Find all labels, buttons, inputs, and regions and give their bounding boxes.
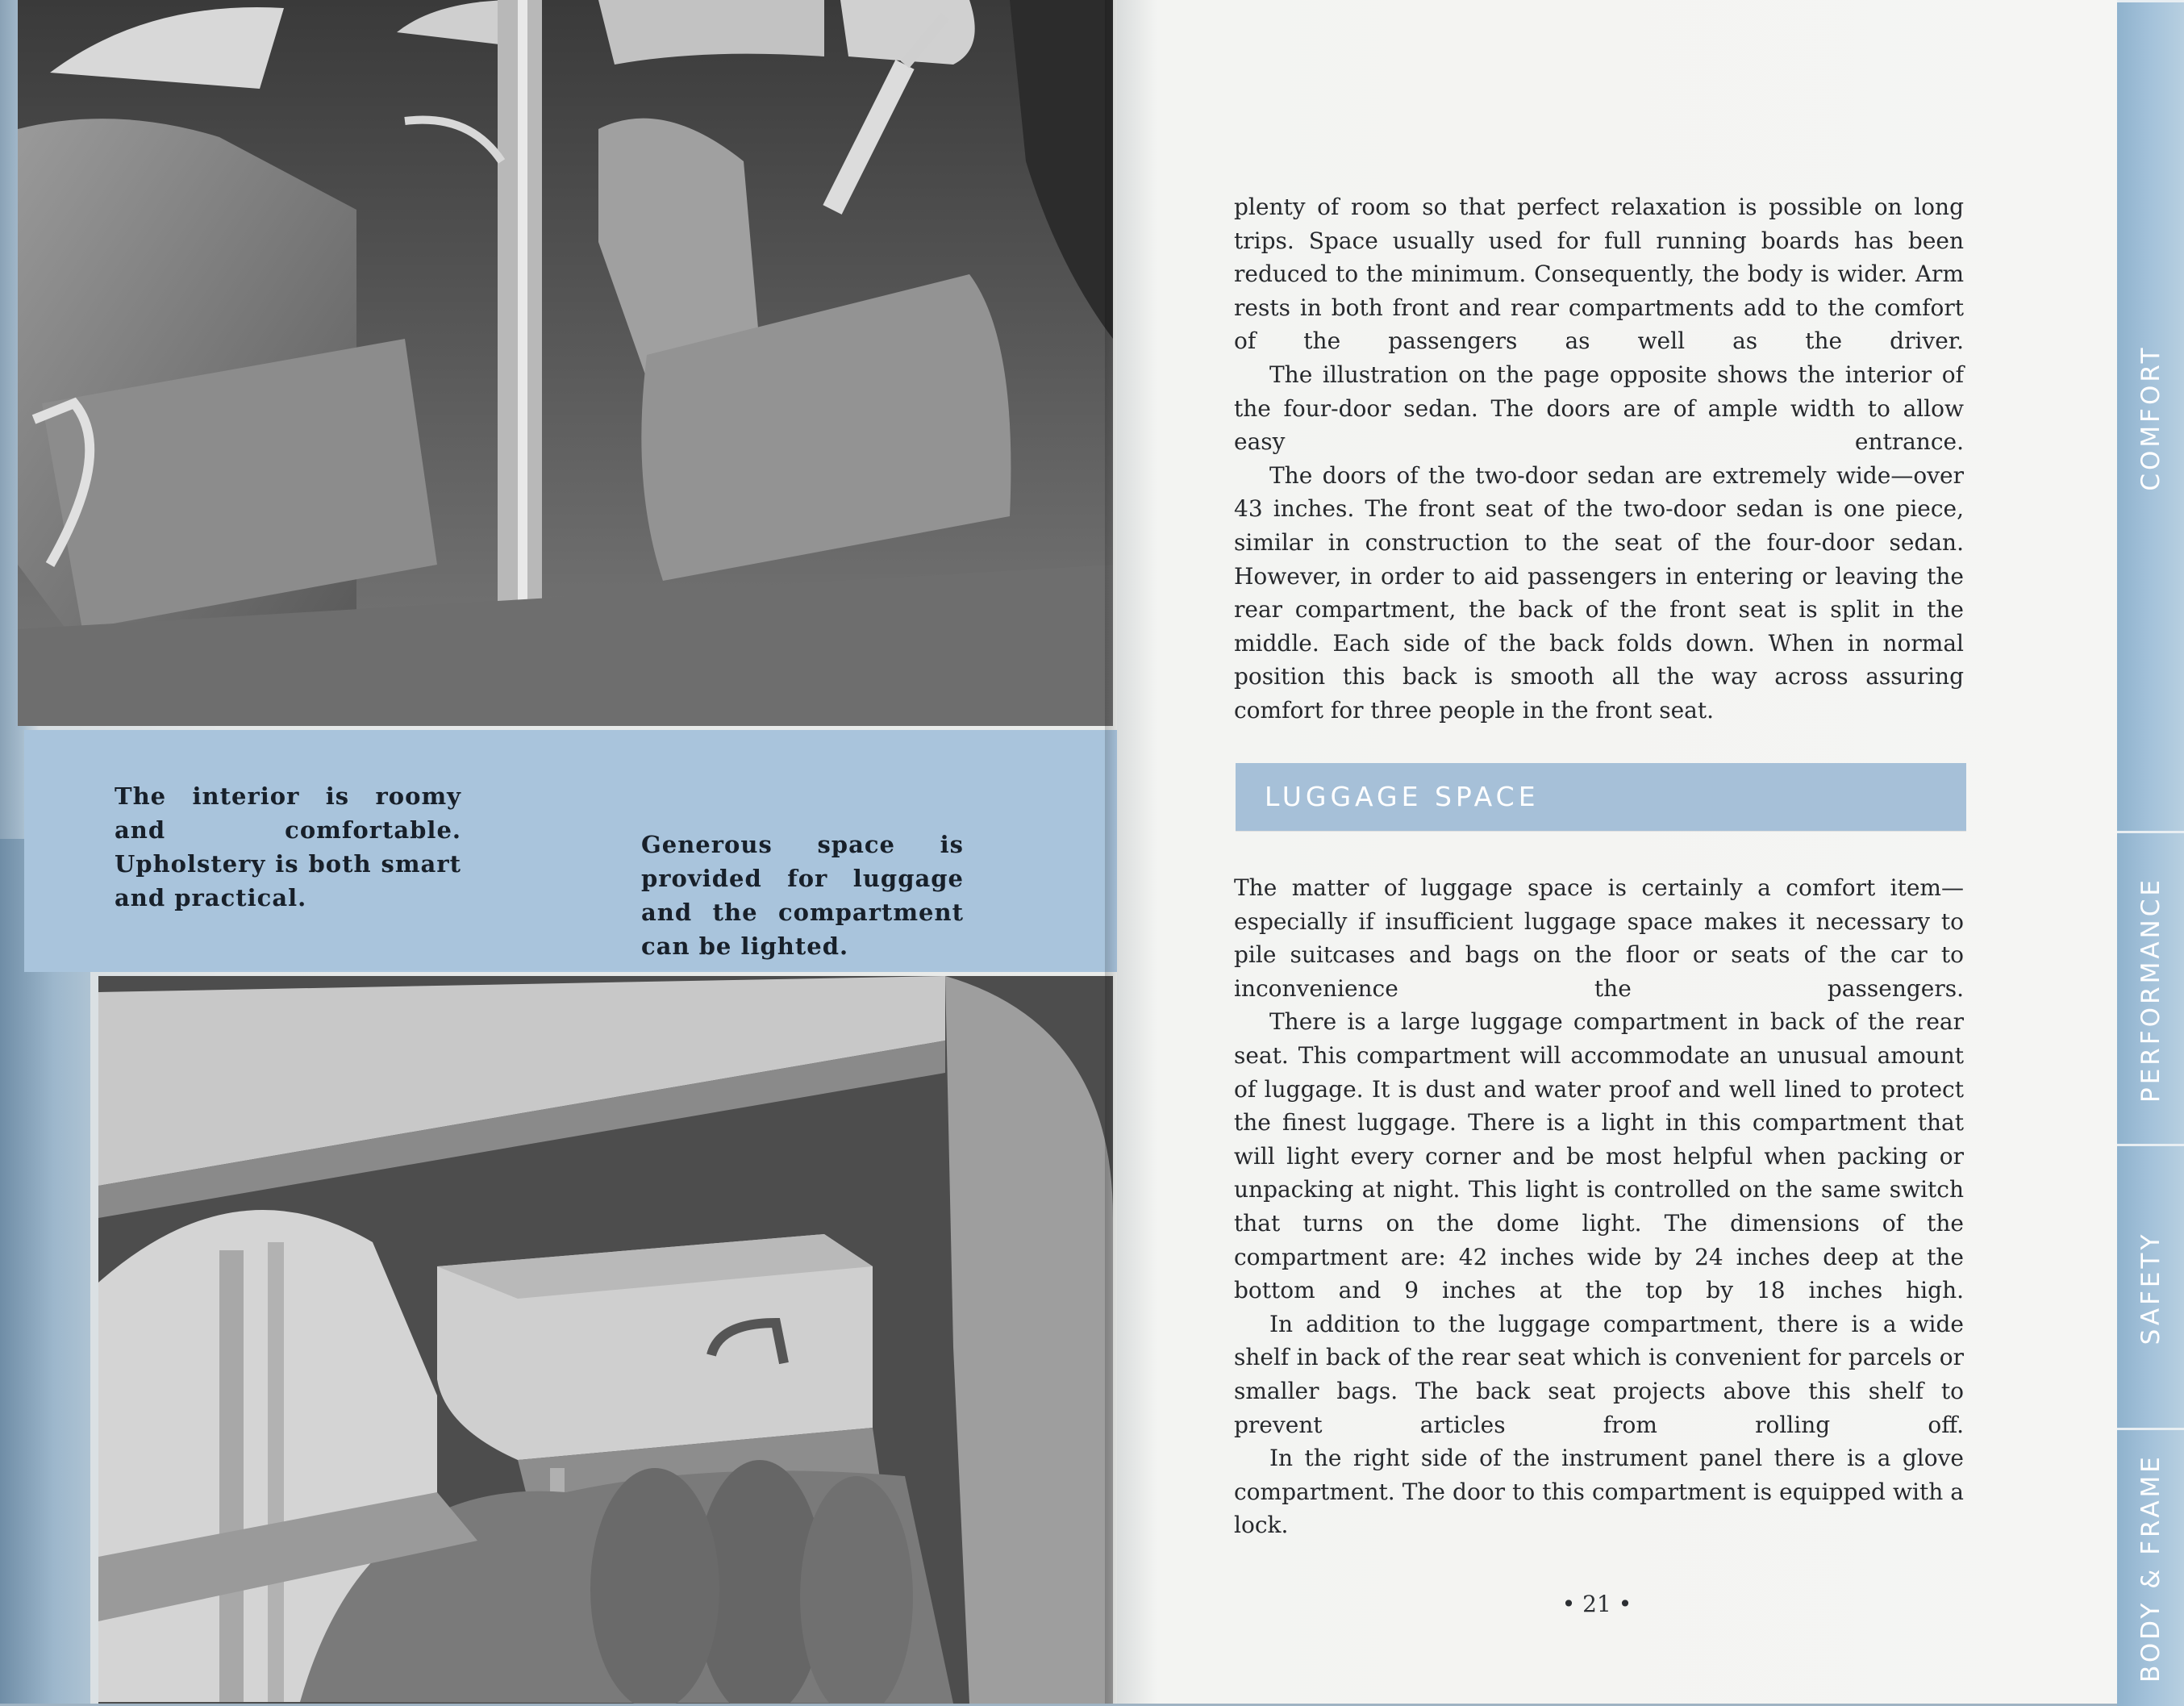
section-header-luggage-space bbox=[1236, 763, 1966, 831]
tab-label: PERFORMANCE bbox=[2136, 877, 2165, 1103]
tab-label: SAFETY bbox=[2136, 1231, 2165, 1345]
paragraph: There is a large luggage compartment in back of the rear seat. This compartment will accommodate an unusual amount of luggage. It is dust and water proof and well lined to protect the finest luggage. There is a light in this compartment that will light every corner and be most helpful when packing or unpacking at night. This light is controlled on the same switch that turns on the dome light. The dimensions of the compartment are: 42 inches wide by 24 inches deep at the bottom and 9 inches at the top by 18 inches high. bbox=[1234, 1008, 1964, 1304]
tab-safety[interactable] bbox=[2117, 1144, 2184, 1430]
tab-comfort[interactable] bbox=[2117, 0, 2184, 833]
paragraph: The illustration on the page opposite shows the interior of the four-door sedan. The doors are of ample width to allow easy entrance. bbox=[1234, 361, 1964, 456]
interior-caption: The interior is roomy and comfortable. Upholstery is both smart and practical. bbox=[115, 782, 461, 911]
text-block-comfort bbox=[1234, 190, 1964, 728]
paragraph: The matter of luggage space is certainly a comfort item—especially if insufficient luggage space makes it necessary to pile suitcases and bags on the floor or seats of the car to inconvenience the passengers. bbox=[1234, 874, 1964, 1002]
paragraph: In addition to the luggage compartment, there is a wide shelf in back of the rear seat which is convenient for parcels or smaller bags. The back seat projects above this shelf to prevent articles from rolling off. bbox=[1234, 1310, 1964, 1438]
section-tabs bbox=[2117, 0, 2184, 1704]
tab-label: COMFORT bbox=[2136, 344, 2165, 491]
tab-label: BODY & FRAME bbox=[2136, 1454, 2165, 1683]
luggage-compartment-photo bbox=[98, 976, 1113, 1704]
tab-performance[interactable] bbox=[2117, 831, 2184, 1146]
paragraph: plenty of room so that perfect relaxation is possible on long trips. Space usually used for full running boards has been reduced to the minimum. Consequently, the body is wider. Arm rests in both front and rear compartments add to the comfort of the passengers as well as the driver. bbox=[1234, 194, 1964, 355]
text-block-luggage bbox=[1234, 871, 1964, 1542]
page-number: • 21 • bbox=[1561, 1591, 1632, 1617]
sedan-interior-photo bbox=[18, 0, 1113, 726]
paragraph: The doors of the two-door sedan are extremely wide—over 43 inches. The front seat of the two-door sedan is one piece, similar in construction to the seat of the four-door sedan. However, in order to aid passengers in entering or leaving the rear compartment, the back of the front seat is split in the middle. Each side of the back folds down. When in normal position this back is smooth all the way across assuring comfort for three people in the front seat. bbox=[1234, 461, 1964, 724]
tab-body-and-frame[interactable] bbox=[2117, 1428, 2184, 1706]
luggage-caption: Generous space is provided for luggage and the compartment can be lighted. bbox=[641, 831, 964, 960]
paragraph: In the right side of the instrument panel there is a glove compartment. The door to this compartment is equipped with a lock. bbox=[1234, 1445, 1964, 1539]
section-title: LUGGAGE SPACE bbox=[1265, 781, 1540, 812]
